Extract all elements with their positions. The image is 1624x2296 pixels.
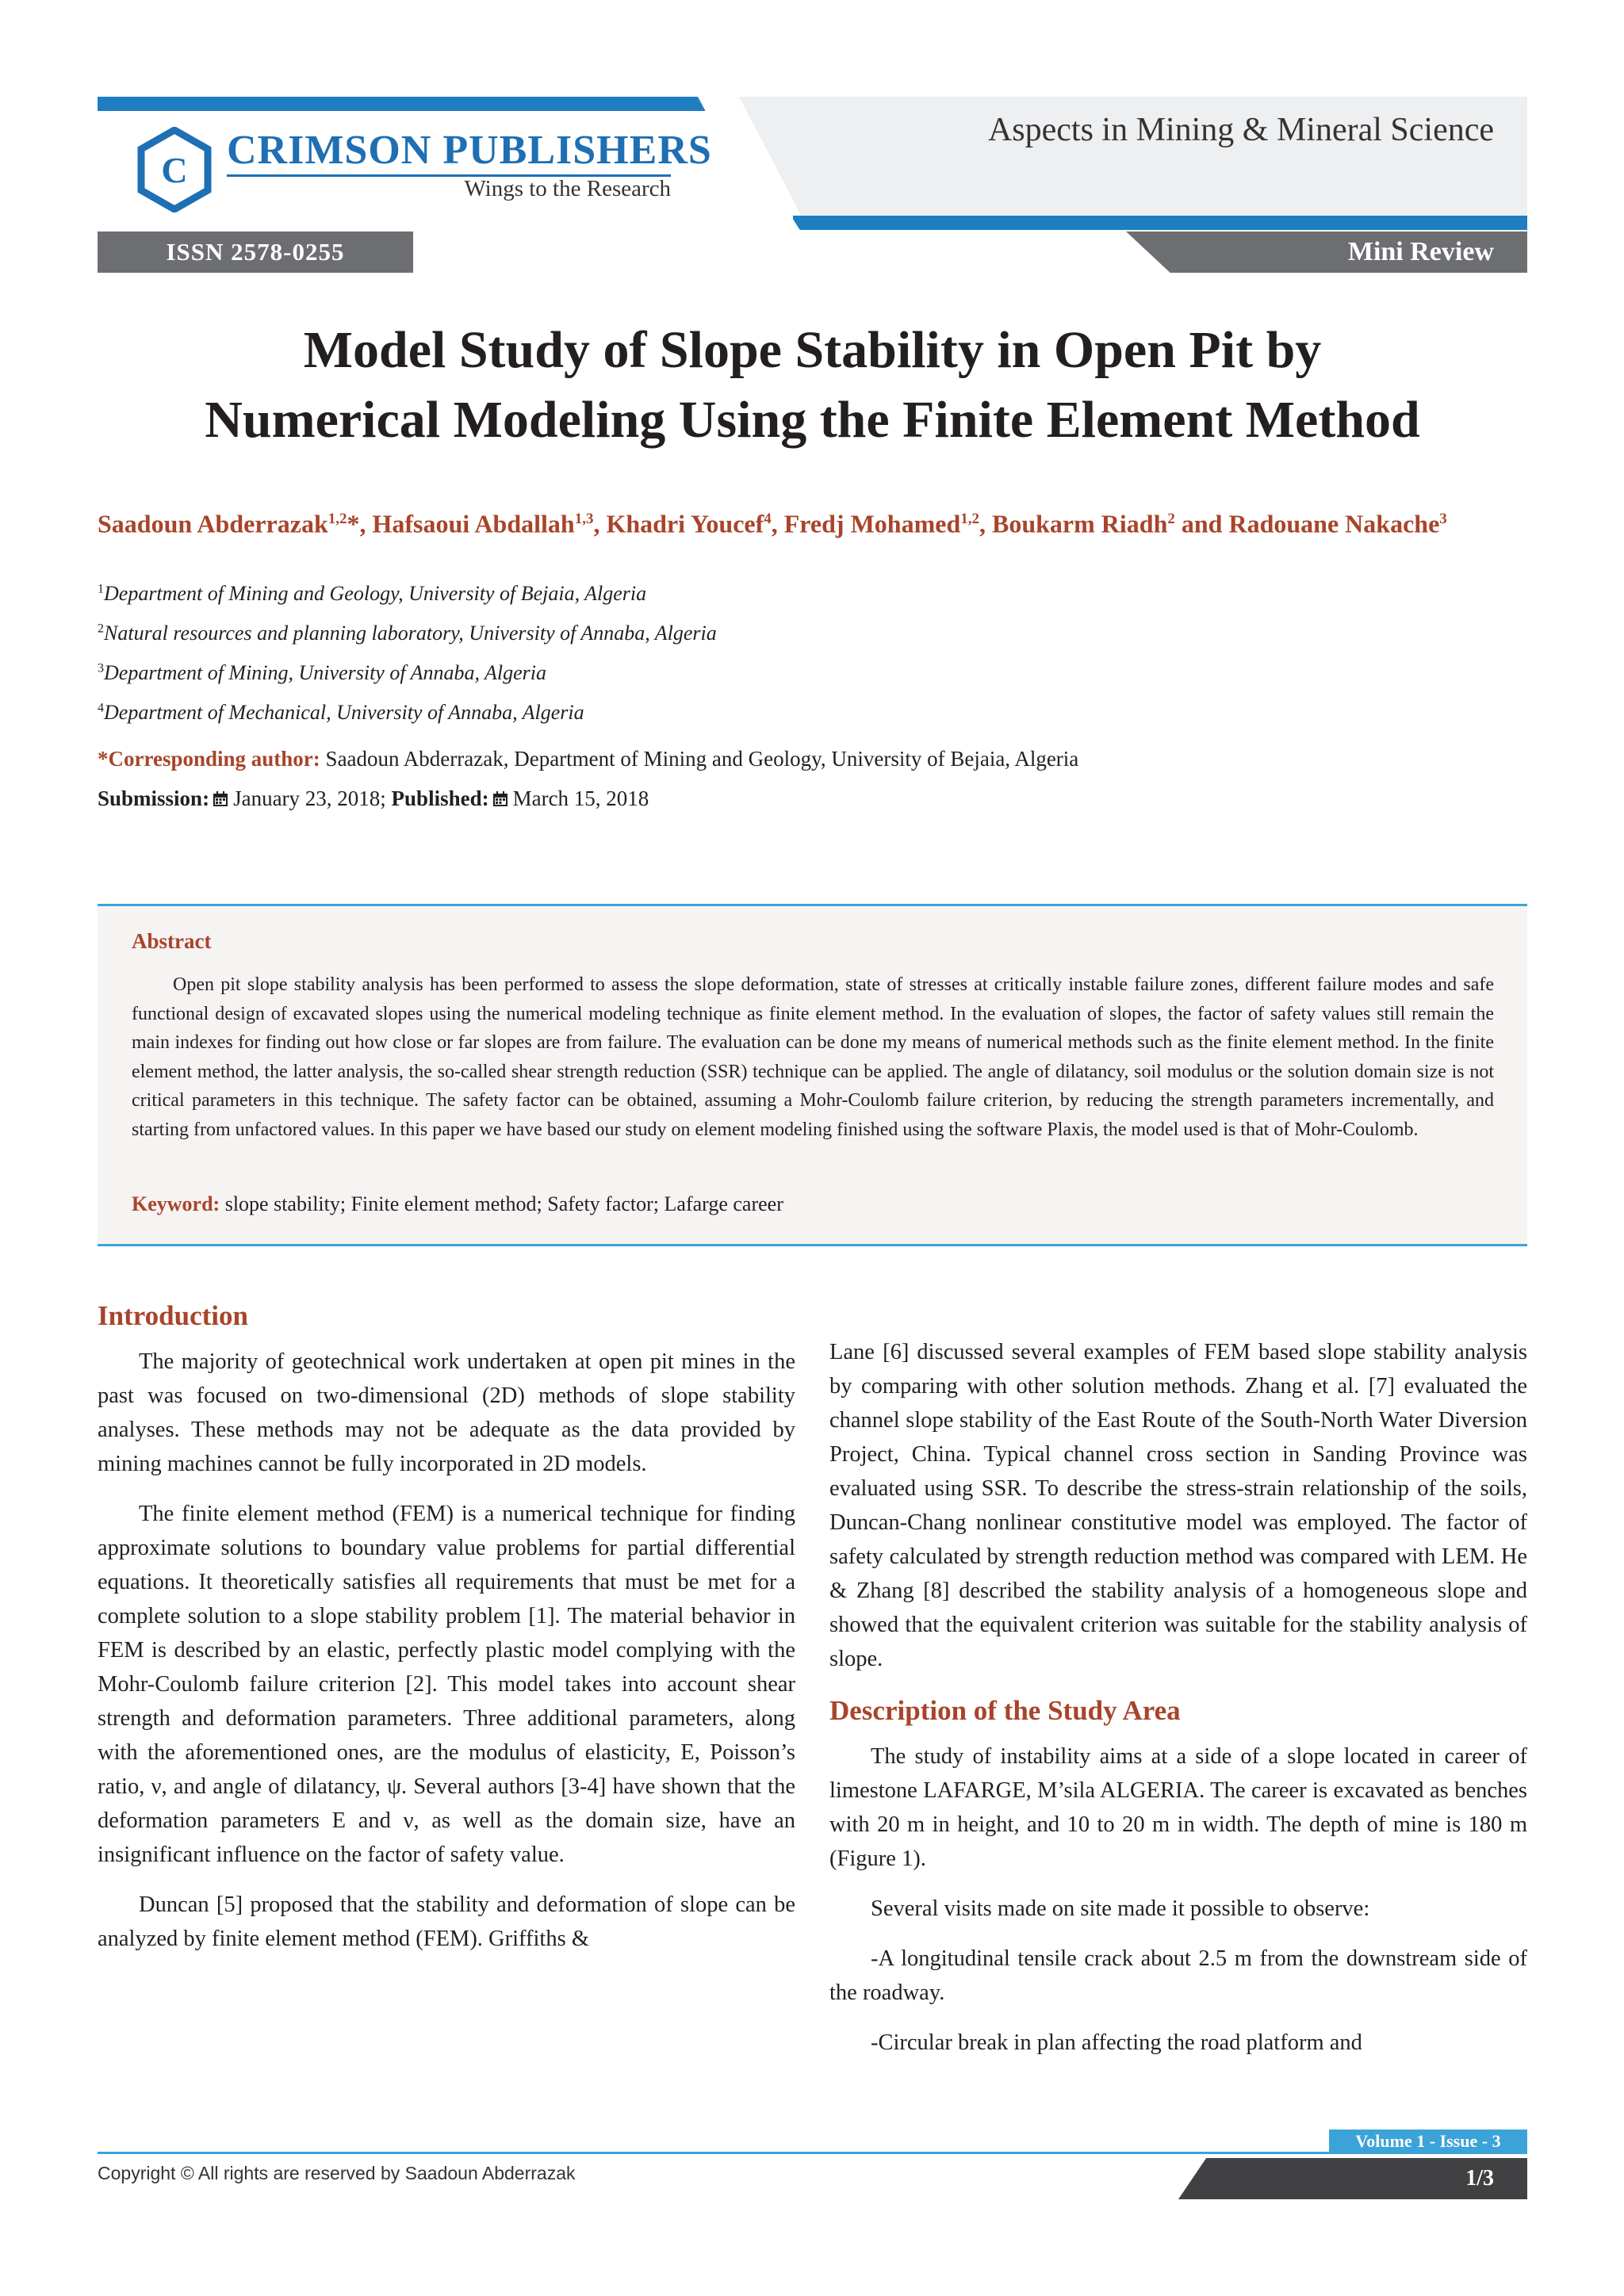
keywords-label: Keyword: — [132, 1192, 220, 1215]
published-date: March 15, 2018 — [512, 786, 649, 810]
author-affil-ref: 1,2 — [327, 511, 347, 527]
crimson-logo-icon — [136, 127, 213, 212]
affiliation-text: Department of Mechanical, University of Annaba, Algeria — [104, 701, 584, 724]
body-paragraph: -A longitudinal tensile crack about 2.5 m from the downstream side of the roadway. — [829, 1946, 1527, 2005]
body-paragraph: The majority of geotechnical work undertaken at open pit mines in the past was focused on two-dimensional (2D) methods of slope stability analyses. These methods may not be adequate as the data provided by mining machines cannot be fully incorporated in 2D models. — [98, 1349, 795, 1476]
copyright-notice: Copyright © All rights are reserved by Saadoun Abderrazak — [98, 2163, 576, 2183]
author-name[interactable]: Boukarm Riadh — [991, 509, 1168, 538]
affiliation-text: Natural resources and planning laboratory, University of Annaba, Algeria — [104, 622, 717, 645]
author-name[interactable]: Radouane Nakache — [1228, 509, 1440, 538]
affiliation-number: 1 — [98, 582, 104, 596]
keywords — [132, 1192, 1494, 1216]
abstract-heading: Abstract — [132, 929, 212, 953]
calendar-icon — [213, 791, 228, 807]
body-column-right — [829, 1335, 1527, 2076]
article-title-line-1: Model Study of Slope Stability in Open Pit by — [303, 321, 1322, 379]
body-paragraph: The finite element method (FEM) is a numerical technique for finding approximate solutions to boundary value problems for partial differential equations. It theoretically satisfies all requirements that must be met for a complete solution to a slope stability problem [1]. The material behavior in FEM is described by an elastic, perfectly plastic model complying with the Mohr-Coulomb failure criterion [2]. This model takes into account shear strength and deformation parameters. Three additional parameters, along with the aforementioned ones, are the modulus of elasticity, E, Poisson’s ratio, ν, and angle of dilatancy, ψ. Several authors [3-4] have shown that the deformation parameters E and ν, as well as the domain size, have an insignificant influence on the factor of safety value. — [98, 1502, 795, 1867]
author-affil-ref: 1,2 — [960, 511, 979, 527]
affiliation-1 — [98, 582, 1527, 606]
corresponding-author-label: *Corresponding author: — [98, 747, 320, 771]
author-list — [98, 503, 1527, 541]
author-name[interactable]: Fredj Mohamed — [783, 509, 961, 538]
body-paragraph: -Circular break in plan affecting the road platform and — [871, 2030, 1362, 2055]
affiliation-2 — [98, 622, 1527, 645]
abstract-text: Open pit slope stability analysis has been performed to assess the slope deformation, state of stresses at critically instable failure zones, different failure modes and safe functional design of excavated slopes using the numerical modeling technique as finite element method. In the evaluation of slopes, the factor of safety values still remain the main indexes for finding out how close or far slopes are from failure. The evaluation can be done my means of numerical methods such as the finite element method. In the finite element method, the latter analysis, the so-called shear strength reduction (SSR) technique can be applied. The angle of dilatancy, soil modulus or the solution domain size is not critical parameters in this technique. The safety factor can be obtained, assuming a Mohr-Coulomb failure criterion, by reducing the strength parameters incrementally, and starting from unfactored values. In this paper we have based our study on element modeling finished using the software Plaxis, the model used is that of Mohr-Coulomb. — [132, 974, 1494, 1140]
corresponding-author-text: Saadoun Abderrazak, Department of Mining and Geology, University of Bejaia, Algeria — [325, 747, 1079, 771]
issn-badge: ISSN 2578-0255 — [98, 232, 413, 273]
calendar-icon — [492, 791, 508, 807]
author-separator: , — [979, 509, 992, 538]
author-affil-ref: 1,3 — [574, 511, 594, 527]
publisher-tagline: Wings to the Research — [464, 176, 671, 201]
page-number: 1/3 — [1465, 2166, 1494, 2191]
author-name[interactable]: Hafsaoui Abdallah — [372, 509, 575, 538]
keywords-text: slope stability; Finite element method; Safety factor; Lafarge career — [224, 1192, 783, 1215]
volume-issue-badge: Volume 1 - Issue - 3 — [1329, 2130, 1527, 2153]
published-label: Published: — [391, 786, 489, 810]
author-separator: *, — [347, 509, 373, 538]
author-separator: and — [1174, 509, 1229, 538]
affiliation-text: Department of Mining, University of Annaba, Algeria — [104, 661, 546, 684]
author-name[interactable]: Khadri Youcef — [606, 509, 764, 538]
submission-label: Submission: — [98, 786, 210, 810]
author-separator: , — [593, 509, 607, 538]
affiliation-number: 3 — [98, 661, 104, 675]
author-affil-ref: 3 — [1439, 511, 1447, 527]
author-affil-ref: 2 — [1167, 511, 1175, 527]
section-heading-study-area: Description of the Study Area — [829, 1695, 1181, 1726]
body-paragraph: Lane [6] discussed several examples of FEM based slope stability analysis by comparing with other solution methods. Zhang et al. [7] evaluated the channel slope stability of the East Route of the South-North Water Diversion Project, China. Typical channel cross section in Sanding Province was evaluated using SSR. To describe the stress-strain relationship of the soils, Duncan-Chang nonlinear constitutive model was employed. The factor of safety calculated by strength reduction method was compared with LEM. He & Zhang [8] described the stability analysis of a homogeneous slope and showed that the equivalent criterion was suitable for the stability analysis of slope. — [829, 1340, 1527, 1671]
publication-dates — [98, 786, 1527, 811]
affiliation-number: 4 — [98, 701, 104, 715]
journal-title[interactable]: Aspects in Mining & Mineral Science — [987, 112, 1494, 148]
publisher-name: CRIMSON PUBLISHERS — [227, 128, 712, 173]
body-paragraph: The study of instability aims at a side of a slope located in career of limestone LAFARGE, M’sila ALGERIA. The career is excavated as benches with 20 m in height, and 10 to 20 m in width. The depth of mine is 180 m (Figure 1). — [829, 1744, 1527, 1871]
section-heading-introduction: Introduction — [98, 1300, 248, 1331]
header-blue-stripe-left — [98, 97, 708, 111]
article-type-label: Mini Review — [1347, 237, 1494, 266]
body-paragraph: Several visits made on site made it possible to observe: — [871, 1896, 1370, 1921]
corresponding-author — [98, 747, 1527, 771]
affiliation-text: Department of Mining and Geology, University of Bejaia, Algeria — [104, 582, 647, 605]
author-name[interactable]: Saadoun Abderrazak — [98, 509, 328, 538]
affiliation-4 — [98, 701, 1527, 725]
author-affil-ref: 4 — [764, 511, 772, 527]
header-blue-stripe-right — [793, 216, 1527, 230]
submission-date: January 23, 2018; — [233, 786, 386, 810]
footer-divider — [98, 2152, 1527, 2154]
affiliation-3 — [98, 661, 1527, 685]
author-separator: , — [771, 509, 784, 538]
article-title-line-2: Numerical Modeling Using the Finite Element Method — [205, 391, 1420, 449]
logo-letter: C — [161, 150, 188, 190]
affiliation-number: 2 — [98, 622, 104, 636]
article-title — [98, 316, 1527, 455]
body-paragraph: Duncan [5] proposed that the stability and deformation of slope can be analyzed by finite element method (FEM). Griffiths & — [98, 1892, 795, 1951]
body-column-left — [98, 1297, 795, 1972]
